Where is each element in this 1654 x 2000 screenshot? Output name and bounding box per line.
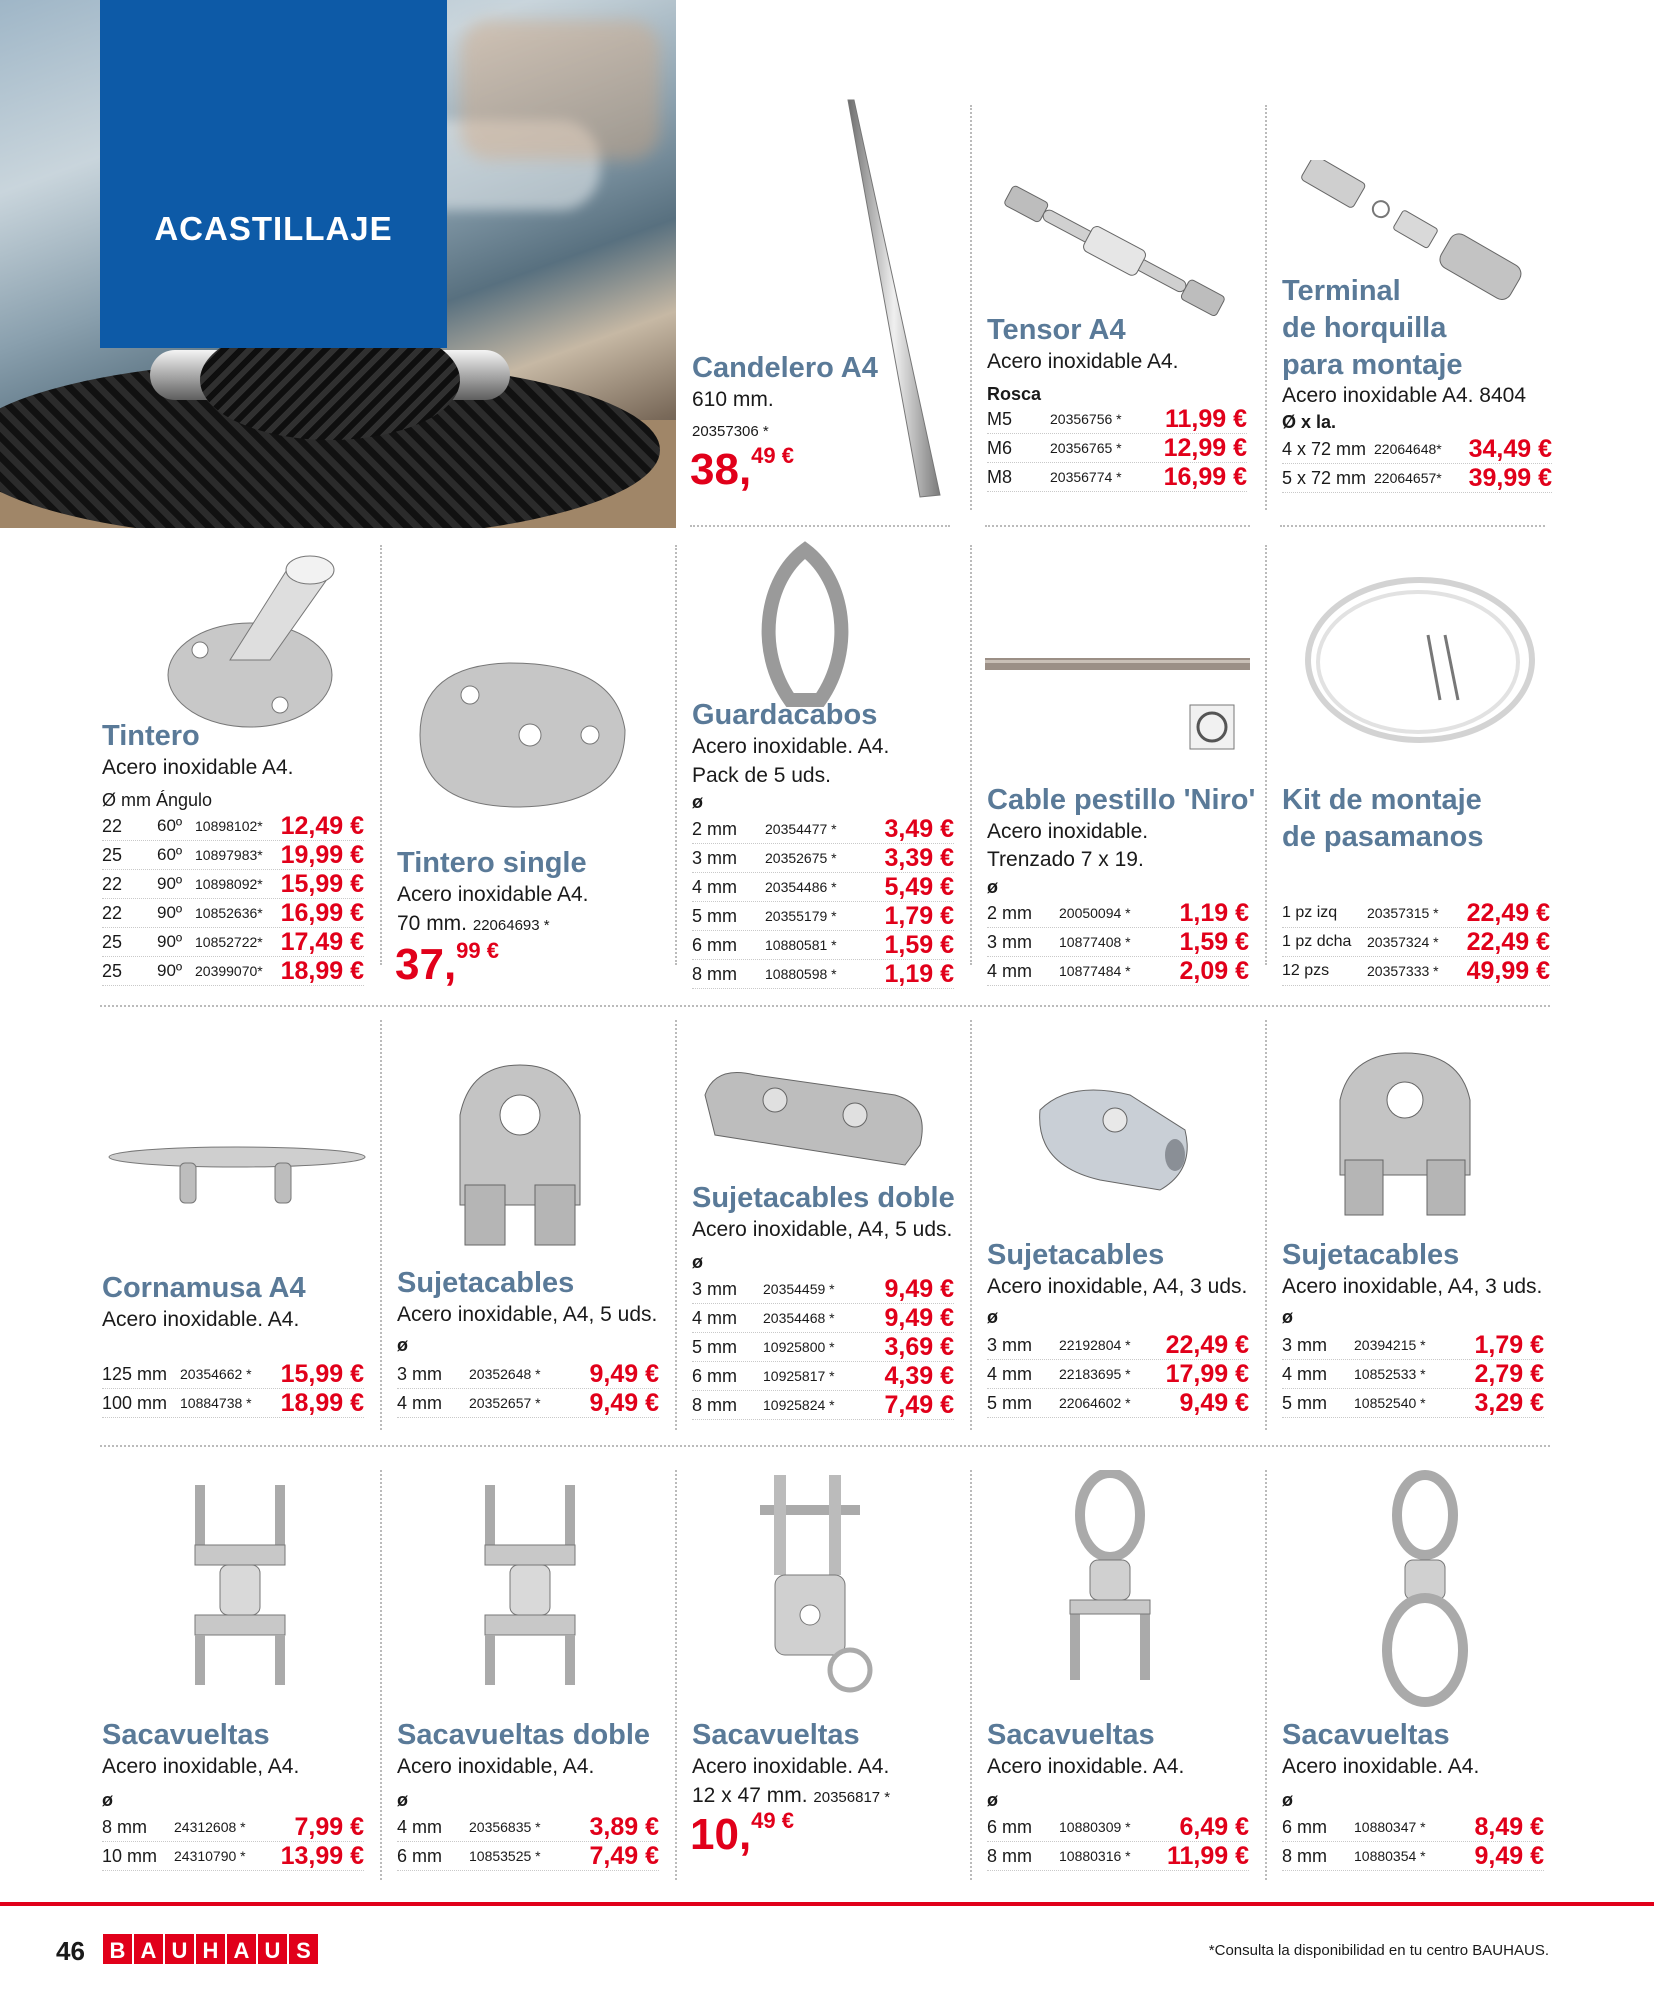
table-row: 2 mm 20050094 * 1,19 € [987, 899, 1249, 927]
column-divider [970, 545, 972, 965]
row-divider [100, 1005, 1550, 1007]
product-desc: Acero inoxidable A4. [987, 350, 1179, 373]
price-table [692, 1275, 954, 1420]
price-table [397, 1813, 659, 1871]
row-divider [1280, 525, 1545, 527]
product-price: 38,$^{49 €}$ [690, 443, 794, 494]
price-table [987, 1331, 1249, 1418]
product-desc: Acero inoxidable A4. [102, 756, 294, 779]
product-name: Tintero single [397, 847, 587, 879]
table-row: 5 mm 10852540 * 3,29 € [1282, 1389, 1544, 1417]
table-row: 22 90º 10898092* 15,99 € [102, 870, 364, 898]
price-table [987, 405, 1247, 492]
table-row: 4 mm 20352657 * 9,49 € [397, 1389, 659, 1417]
column-divider [970, 105, 972, 510]
table-row: 4 mm 10852533 * 2,79 € [1282, 1360, 1544, 1388]
table-row: 8 mm 24312608 * 7,99 € [102, 1813, 364, 1841]
table-row: 8 mm 10880316 * 11,99 € [987, 1842, 1249, 1870]
column-divider [675, 1020, 677, 1430]
product-desc: 70 mm. 22064693 * [397, 912, 550, 935]
table-row: 10 mm 24310790 * 13,99 € [102, 1842, 364, 1870]
table-row: 22 90º 10852636* 16,99 € [102, 899, 364, 927]
product-price: 37,$^{99 €}$ [395, 938, 499, 989]
rail-base-image [160, 550, 360, 730]
product-name: Candelero A4 [692, 352, 878, 384]
price-table [1282, 435, 1552, 493]
product-code: 20357306 * [692, 423, 769, 440]
column-divider [675, 1470, 677, 1880]
product-desc: Acero inoxidable. A4. [1282, 1755, 1480, 1778]
product-desc: Acero inoxidable A4. 8404 [1282, 384, 1527, 407]
price-table [102, 1360, 364, 1418]
availability-note: *Consulta la disponibilidad en tu centro BAUHAUS. [1208, 1942, 1549, 1959]
wire-clip-image [1320, 1045, 1490, 1225]
column-divider [1265, 545, 1267, 965]
table-header: ø [1282, 1307, 1293, 1327]
product-desc: Acero inoxidable. A4. [102, 1308, 300, 1331]
wire-cable-image [985, 620, 1250, 760]
table-row: 12 pzs 20357333 * 49,99 € [1282, 957, 1550, 985]
table-header: ø [102, 1790, 113, 1810]
table-row: 8 mm 10925824 * 7,49 € [692, 1391, 954, 1419]
table-row: 3 mm 22192804 * 22,49 € [987, 1331, 1249, 1359]
column-divider [675, 545, 677, 965]
table-row: 8 mm 10880598 * 1,19 € [692, 960, 954, 988]
row-divider [690, 525, 950, 527]
table-row: 6 mm 10880309 * 6,49 € [987, 1813, 1249, 1841]
product-name: de pasamanos [1282, 821, 1484, 853]
column-divider [1265, 105, 1267, 510]
table-row: 5 x 72 mm 22064657* 39,99 € [1282, 464, 1552, 492]
stanchion-image [840, 95, 960, 505]
table-header: ø [1282, 1790, 1293, 1810]
table-row: 5 mm 20355179 * 1,79 € [692, 902, 954, 930]
table-row: 6 mm 10880347 * 8,49 € [1282, 1813, 1544, 1841]
table-header: ø [692, 1252, 703, 1272]
product-name: para montaje [1282, 349, 1463, 381]
product-desc: Acero inoxidable, A4, 5 uds. [692, 1218, 953, 1241]
turnbuckle-image [985, 175, 1245, 325]
product-desc: Pack de 5 uds. [692, 764, 831, 787]
product-desc: Acero inoxidable. A4. [692, 735, 890, 758]
column-divider [1265, 1470, 1267, 1880]
table-row: 100 mm 10884738 * 18,99 € [102, 1389, 364, 1417]
handrail-kit-image [1300, 560, 1540, 760]
footer-rule [0, 1902, 1654, 1906]
table-row: 1 pz dcha 20357324 * 22,49 € [1282, 928, 1550, 956]
column-divider [970, 1020, 972, 1430]
section-header-box [100, 0, 447, 348]
table-row: 2 mm 20354477 * 3,49 € [692, 815, 954, 843]
swivel-block-image [740, 1465, 900, 1705]
product-name: Cable pestillo 'Niro' [987, 784, 1256, 816]
product-name: de horquilla [1282, 312, 1447, 344]
table-header: ø [692, 792, 703, 812]
table-row: 4 mm 20354486 * 5,49 € [692, 873, 954, 901]
product-name: Sacavueltas [1282, 1719, 1450, 1751]
product-desc: Acero inoxidable. A4. [987, 1755, 1185, 1778]
row-divider [100, 1445, 1550, 1447]
column-divider [380, 1470, 382, 1880]
product-name: Sujetacables [987, 1239, 1165, 1271]
table-row: 25 60º 10897983* 19,99 € [102, 841, 364, 869]
product-name: Terminal [1282, 275, 1401, 307]
table-row: M6 20356765 * 12,99 € [987, 434, 1247, 462]
brand-logo: B A U H A U S [103, 1934, 318, 1964]
price-table [1282, 899, 1550, 986]
table-row: 5 mm 22064602 * 9,49 € [987, 1389, 1249, 1417]
table-header: ø [397, 1790, 408, 1810]
product-desc: Acero inoxidable, A4, 5 uds. [397, 1303, 658, 1326]
page-number: 46 [56, 1936, 85, 1966]
product-desc: Acero inoxidable, A4, 3 uds. [1282, 1275, 1543, 1298]
product-name: Guardacabos [692, 699, 878, 731]
table-row: 4 mm 10877484 * 2,09 € [987, 957, 1249, 985]
product-desc: Acero inoxidable. [987, 820, 1149, 843]
product-name: Cornamusa A4 [102, 1272, 306, 1304]
wire-clip-image [430, 1055, 610, 1255]
product-name: Sujetacables [397, 1267, 575, 1299]
row-divider [985, 525, 1250, 527]
product-desc: Acero inoxidable A4. [397, 883, 589, 906]
table-header: Ø x la. [1282, 412, 1337, 432]
table-row: 6 mm 10880581 * 1,59 € [692, 931, 954, 959]
table-row: M8 20356774 * 16,99 € [987, 463, 1247, 491]
product-name: Kit de montaje [1282, 784, 1482, 816]
table-row: M5 20356756 * 11,99 € [987, 405, 1247, 433]
double-swivel-image [460, 1470, 600, 1700]
cleat-image [105, 1135, 370, 1215]
product-desc: Acero inoxidable. A4. [692, 1755, 890, 1778]
table-row: 5 mm 10925800 * 3,69 € [692, 1333, 954, 1361]
flat-base-image [400, 655, 640, 815]
product-desc: Acero inoxidable, A4. [397, 1755, 595, 1778]
product-name: Sujetacables doble [692, 1182, 955, 1214]
table-header: ø [987, 1790, 998, 1810]
table-row: 6 mm 10853525 * 7,49 € [397, 1842, 659, 1870]
table-row: 4 x 72 mm 22064648* 34,49 € [1282, 435, 1552, 463]
table-row: 125 mm 20354662 * 15,99 € [102, 1360, 364, 1388]
price-table [987, 899, 1249, 986]
price-table [692, 815, 954, 989]
column-divider [380, 545, 382, 965]
product-desc: Acero inoxidable, A4. [102, 1755, 300, 1778]
product-name: Sacavueltas [987, 1719, 1155, 1751]
table-row: 1 pz izq 20357315 * 22,49 € [1282, 899, 1550, 927]
product-name: Sujetacables [1282, 1239, 1460, 1271]
table-row: 22 60º 10898102* 12,49 € [102, 812, 364, 840]
table-header: Rosca [987, 384, 1042, 404]
price-table [102, 812, 364, 986]
eye-jaw-swivel-image [1050, 1470, 1170, 1710]
column-divider [1265, 1020, 1267, 1430]
table-row: 25 90º 10852722* 17,49 € [102, 928, 364, 956]
product-desc: Acero inoxidable, A4, 3 uds. [987, 1275, 1248, 1298]
table-header: ø [397, 1335, 408, 1355]
section-title: ACASTILLAJE [154, 210, 393, 247]
table-row: 8 mm 10880354 * 9,49 € [1282, 1842, 1544, 1870]
table-row: 3 mm 10877408 * 1,59 € [987, 928, 1249, 956]
table-row: 3 mm 20352648 * 9,49 € [397, 1360, 659, 1388]
double-wire-clip-image [695, 1055, 935, 1175]
table-row: 4 mm 22183695 * 17,99 € [987, 1360, 1249, 1388]
column-divider [380, 1020, 382, 1430]
table-header: ø [987, 877, 998, 897]
price-table [102, 1813, 364, 1871]
table-row: 3 mm 20352675 * 3,39 € [692, 844, 954, 872]
product-name: Sacavueltas [102, 1719, 270, 1751]
thimble-image [745, 540, 865, 710]
product-desc: Trenzado 7 x 19. [987, 848, 1144, 871]
product-price: 10,$^{49 €}$ [690, 1808, 794, 1859]
table-header: ø [987, 1307, 998, 1327]
product-desc: 12 x 47 mm. 20356817 * [692, 1784, 891, 1807]
table-row: 6 mm 10925817 * 4,39 € [692, 1362, 954, 1390]
table-row: 4 mm 20354468 * 9,49 € [692, 1304, 954, 1332]
price-table [1282, 1813, 1544, 1871]
column-divider [970, 1470, 972, 1880]
price-table [397, 1360, 659, 1418]
product-name: Sacavueltas [692, 1719, 860, 1751]
wire-clamp-image [1010, 1070, 1210, 1210]
table-row: 3 mm 20354459 * 9,49 € [692, 1275, 954, 1303]
product-name: Tensor A4 [987, 314, 1126, 346]
price-table [1282, 1331, 1544, 1418]
table-row: 4 mm 20356835 * 3,89 € [397, 1813, 659, 1841]
table-row: 3 mm 20394215 * 1,79 € [1282, 1331, 1544, 1359]
price-table [987, 1813, 1249, 1871]
eye-eye-swivel-image [1370, 1470, 1480, 1710]
product-desc: 610 mm. [692, 388, 774, 411]
swivel-image [170, 1470, 310, 1700]
table-header: Ø mm Ángulo [102, 790, 213, 810]
product-name: Sacavueltas doble [397, 1719, 651, 1751]
table-row: 25 90º 20399070* 18,99 € [102, 957, 364, 985]
product-name: Tintero [102, 720, 200, 752]
